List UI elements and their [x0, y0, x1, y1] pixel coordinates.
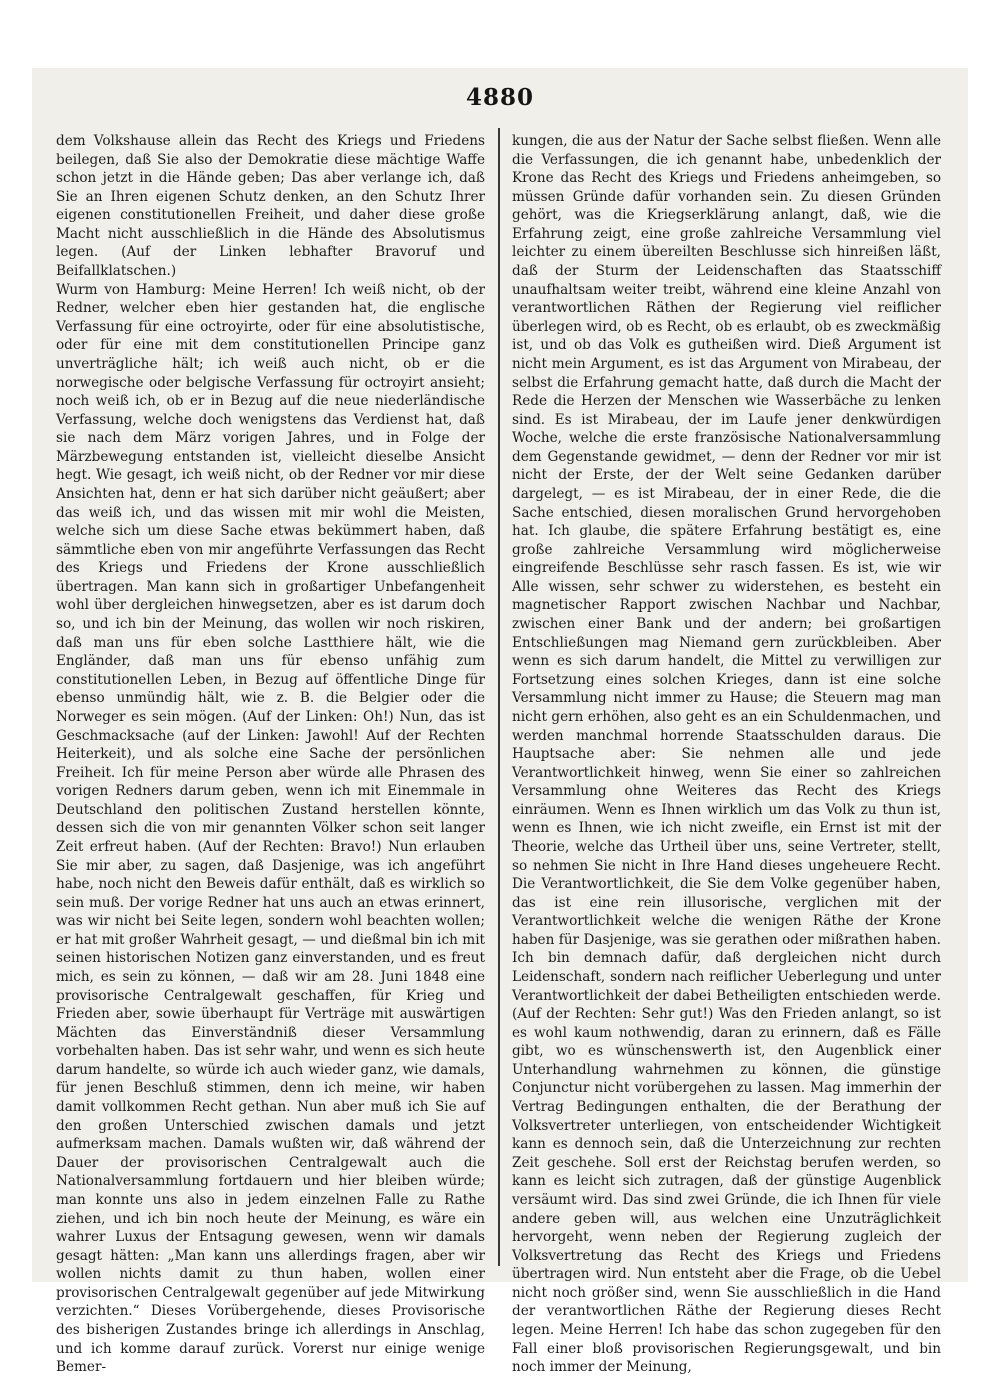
right-column	[512, 132, 941, 1376]
left-column	[56, 132, 485, 1376]
left-paragraph-2: Wurm von Hamburg: Meine Herren! Ich weiß nicht, ob der Redner, welcher eben hier gestanden hat, die englische Verfassung für eine octroyirte, oder für eine absolutistische, oder für eine mit dem constitutionellen Principe ganz unverträgliche hält; ich weiß auch nicht, ob er die norwegische oder belgische Verfassung für octroyirt ansieht; noch weiß ich, ob er in Bezug auf die neue niederländische Verfassung, welche doch wenigstens das Verdienst hat, daß sie nach dem März vorigen Jahres, und in Folge der Märzbewegung entstanden ist, vielleicht dieselbe Ansicht hegt. Wie gesagt, ich weiß nicht, ob der Redner vor mir diese Ansichten hat, denn er hat sich darüber nicht geäußert; aber das weiß ich, und das wissen mit mir wohl die Meisten, welche sich um diese Sache etwas bekümmert haben, daß sämmtliche eben von mir angeführte Verfassungen das Recht des Kriegs und Friedens der Krone ausschließlich übertragen. Man kann sich in großartiger Unbefangenheit wohl über dergleichen hinwegsetzen, aber es ist darum doch so, und ich bin der Meinung, das wollen wir noch riskiren, daß man uns für eben solche Lastthiere hält, wie die Engländer, daß man uns für ebenso unfähig zum constitutionellen Leben, in Bezug auf öffentliche Dinge für ebenso unmündig hält, wie z. B. die Belgier oder die Norweger es sein mögen. (Auf der Linken: Oh!) Nun, das ist Geschmacksache (auf der Linken: Jawohl! Auf der Rechten Heiterkeit), und als solche eine Sache der persönlichen Freiheit. Ich für meine Person aber würde alle Phrasen des vorigen Redners darum geben, wenn ich mit Einemmale in Deutschland den politischen Zustand herstellen könnte, dessen sich die von mir genannten Völker schon seit langer Zeit erfreut haben. (Auf der Rechten: Bravo!) Nun erlauben Sie mir aber, zu sagen, daß Dasjenige, was ich angeführt habe, noch nicht den Beweis dafür enthält, daß es wirklich so sein muß. Der vorige Redner hat uns auch an etwas erinnert, was wir nicht bei Seite legen, sondern wohl beachten wollen; er hat mit großer Wahrheit gesagt, — und dießmal bin ich mit seinen historischen Notizen ganz einverstanden, und es freut mich, es sein zu können, — daß wir am 28. Juni 1848 eine provisorische Centralgewalt geschaffen, für Krieg und Frieden aber, sowie überhaupt für Verträge mit auswärtigen Mächten das Einverständniß dieser Versammlung vorbehalten haben. Das ist sehr wahr, und wenn es sich heute darum handelte, so würde ich auch wieder ganz, wie damals, für jenen Beschluß stimmen, denn ich meine, wir haben damit vollkommen Recht gethan. Nun aber muß ich Sie auf den großen Unterschied zwischen damals und jetzt aufmerksam machen. Damals wußten wir, daß während der Dauer der provisorischen Centralgewalt auch die Nationalversammlung fortdauern und hier bleiben würde; man konnte uns also in jedem einzelnen Falle zu Rathe ziehen, und ich bin noch heute der Meinung, es wäre ein wahrer Luxus der Entsagung gewesen, wenn wir damals gesagt hätten: „Man kann uns allerdings fragen, aber wir wollen nichts damit zu thun haben, wollen einer provisorischen Centralgewalt gegenüber auf jede Mitwirkung verzichten.“ Dieses Vorübergehende, dieses Provisorische des bisherigen Zustandes bringe ich allerdings in Anschlag, und ich komme darauf zurück. Vorerst nur einige wenige Bemer-	[56, 281, 485, 1376]
page-number: 4880	[465, 84, 534, 111]
right-paragraph-1: kungen, die aus der Natur der Sache selbst fließen. Wenn alle die Verfassungen, die ich genannt habe, unbedenklich der Krone das Recht des Kriegs und Friedens anheimgeben, so müssen Gründe dafür vorhanden sein. Zu diesen Gründen gehört, was die Kriegserklärung anlangt, daß, wie die Erfahrung zeigt, eine große zahlreiche Versammlung viel leichter zu einem übereilten Beschlusse sich hinreißen läßt, daß der Sturm der Leidenschaften das Staatsschiff unaufhaltsam weiter treibt, während eine kleine Anzahl von verantwortlichen Räthen der Regierung viel reiflicher überlegen wird, ob es Recht, ob es erlaubt, ob es zweckmäßig ist, und ob das Volk es gutheißen wird. Dieß Argument ist nicht mein Argument, es ist das Argument von Mirabeau, der selbst die Erfahrung gemacht hatte, daß durch die Macht der Rede die Herzen der Menschen wie Wasserbäche zu lenken sind. Es ist Mirabeau, der im Laufe jener denkwürdigen Woche, welche die erste französische Nationalversammlung dem Gegenstande gewidmet, — denn der Redner vor mir ist nicht der Erste, der der Welt seine Gedanken darüber dargelegt, — es ist Mirabeau, der in einer Rede, die die Sache entschied, diesen moralischen Grund hervorgehoben hat. Ich glaube, die spätere Erfahrung bestätigt es, eine große zahlreiche Versammlung wird möglicherweise eingreifende Beschlüsse sehr rasch fassen. Es ist, wie wir Alle wissen, sehr schwer zu widerstehen, es besteht ein magnetischer Rapport zwischen Nachbar und Nachbar, zwischen einer Bank und der andern; bei großartigen Entschließungen mag Niemand gern zurückbleiben. Aber wenn es sich darum handelt, die Mittel zu verwilligen zur Fortsetzung eines solchen Krieges, dann ist eine solche Versammlung nicht immer zu Hause; die Steuern mag man nicht gern erhöhen, also geht es an ein Schuldenmachen, und werden manchmal horrende Staatsschulden daraus. Die Hauptsache aber: Sie nehmen alle und jede Verantwortlichkeit hinweg, wenn Sie einer so zahlreichen Versammlung ohne Weiteres das Recht des Kriegs einräumen. Wenn es Ihnen wirklich um das Volk zu thun ist, wenn es Ihnen, wie ich nicht zweifle, ein Ernst ist mit der Theorie, welche das Urtheil über uns, seine Vertreter, stellt, so nehmen Sie nicht in Ihre Hand dieses ungeheuere Recht. Die Verantwortlichkeit, die Sie dem Volke gegenüber haben, das ist eine rein illusorische, verglichen mit der Verantwortlichkeit welche die wenigen Räthe der Krone haben für Dasjenige, was sie gerathen oder mißrathen haben. Ich bin demnach dafür, daß dergleichen nicht durch Leidenschaft, sondern nach reiflicher Ueberlegung und unter Verantwortlichkeit der dabei Betheiligten entschieden werde. (Auf der Rechten: Sehr gut!) Was den Frieden anlangt, so ist es wohl kaum nothwendig, daran zu erinnern, daß es Fälle gibt, wo es wünschenswerth ist, den Augenblick einer Unterhandlung wahrnehmen zu können, die günstige Conjunctur nicht vorübergehen zu lassen. Mag immerhin der Vertrag Bedingungen enthalten, die der Berathung der Volksvertreter unterliegen, von entscheidender Wichtigkeit kann es dennoch sein, daß die Unterzeichnung zur rechten Zeit geschehe. Soll erst der Reichstag berufen werden, so kann es leicht sich zutragen, daß der günstige Augenblick versäumt wird. Das sind zwei Gründe, die ich Ihnen für viele andere geben will, aus welchen eine Unzuträglichkeit hervorgeht, wenn neben der Regierung zugleich der Volksvertretung das Recht des Kriegs und Friedens übertragen wird. Nun entsteht aber die Frage, ob die Uebel nicht noch größer sind, wenn Sie ausschließlich in die Hand der verantwortlichen Räthe der Regierung dieses Recht legen. Meine Herren! Ich habe das schon zugegeben für den Fall einer bloß provisorischen Regierungsgewalt, und bin noch immer der Meinung,	[512, 133, 941, 1376]
left-paragraph-1: dem Volkshause allein das Recht des Kriegs und Friedens beilegen, daß Sie also der Demokratie diese mächtige Waffe schon jetzt in die Hände geben; Das aber verlange ich, daß Sie an Ihren eigenen Schutz denken, an den Schutz Ihrer eigenen constitutionellen Freiheit, und daher diese große Macht nicht ausschließlich in die Hände des Absolutismus legen. (Auf der Linken lebhafter Bravoruf und Beifallklatschen.)	[56, 133, 485, 280]
newspaper-page	[32, 68, 968, 1376]
column-divider	[498, 128, 500, 1266]
